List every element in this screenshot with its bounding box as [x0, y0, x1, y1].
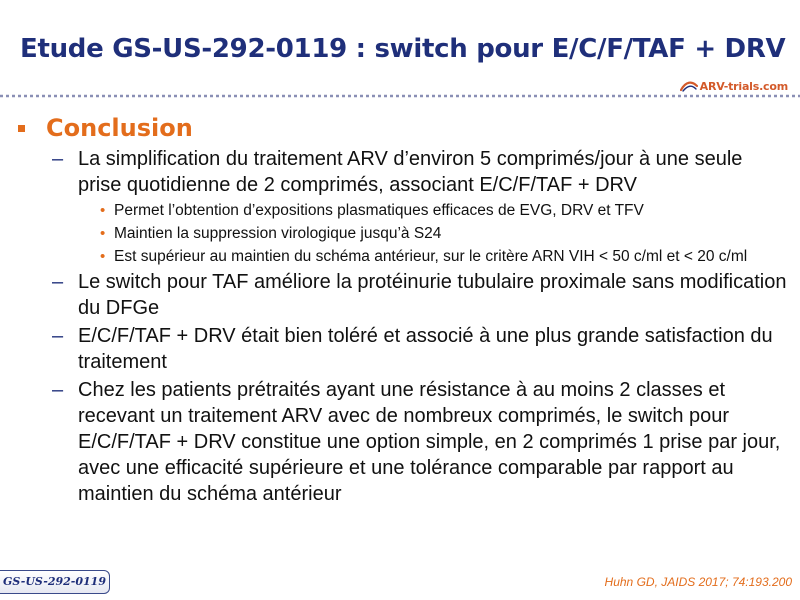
dash-bullet-icon: –	[52, 325, 64, 347]
list-item	[52, 377, 790, 507]
logo-swoosh-icon	[680, 79, 698, 93]
header-divider	[0, 92, 800, 100]
sub-list-item-text: Maintien la suppression virologique jusqu’à S24	[114, 225, 442, 242]
dot-bullet-icon: •	[100, 202, 106, 219]
slide-title: Etude GS-US-292-0119 : switch pour E/C/F/TAF + DRV	[20, 34, 786, 64]
list-item	[52, 146, 790, 198]
list-item-text: E/C/F/TAF + DRV était bien toléré et associé à une plus grande satisfaction du traitement	[78, 325, 773, 373]
sub-list-item-text: Est supérieur au maintien du schéma antérieur, sur le critère ARN VIH < 50 c/ml et < 20 c/ml	[114, 248, 748, 265]
list-item-text: Chez les patients prétraités ayant une résistance à au moins 2 classes et recevant un traitement ARV avec de nombreux comprimés, le switch pour E/C/F/TAF + DRV constitue une option simple, en 2 comprimés 1 prise par jour, avec une efficacité supérieure et une tolérance comparable par rapport au maintien du schéma antérieur	[78, 379, 781, 505]
sub-list-item	[100, 200, 790, 221]
logo-text: ARV-trials.com	[699, 79, 788, 93]
brand-logo	[680, 79, 788, 93]
dot-bullet-icon: •	[100, 248, 106, 265]
sub-list-item	[100, 246, 790, 267]
sub-list-item	[100, 223, 790, 244]
section-heading-label: Conclusion	[46, 114, 193, 142]
dash-bullet-icon: –	[52, 379, 64, 401]
list-item	[52, 323, 790, 375]
list-item	[52, 269, 790, 321]
sub-list-item-text: Permet l’obtention d’expositions plasmatiques efficaces de EVG, DRV et TFV	[114, 202, 644, 219]
list-item-text: La simplification du traitement ARV d’environ 5 comprimés/jour à une seule prise quotidienne de 2 comprimés, associant E/C/F/TAF + DRV	[78, 148, 743, 196]
section-heading	[14, 114, 790, 142]
citation: Huhn GD, JAIDS 2017; 74:193.200	[604, 575, 792, 589]
study-badge	[0, 570, 110, 594]
dash-bullet-icon: –	[52, 148, 64, 170]
list-item-text: Le switch pour TAF améliore la protéinurie tubulaire proximale sans modification du DFGe	[78, 271, 787, 319]
square-bullet-icon	[18, 125, 25, 132]
slide-body	[14, 114, 790, 507]
dot-bullet-icon: •	[100, 225, 106, 242]
study-badge-label: GS-US-292-0119	[3, 575, 106, 588]
dash-bullet-icon: –	[52, 271, 64, 293]
